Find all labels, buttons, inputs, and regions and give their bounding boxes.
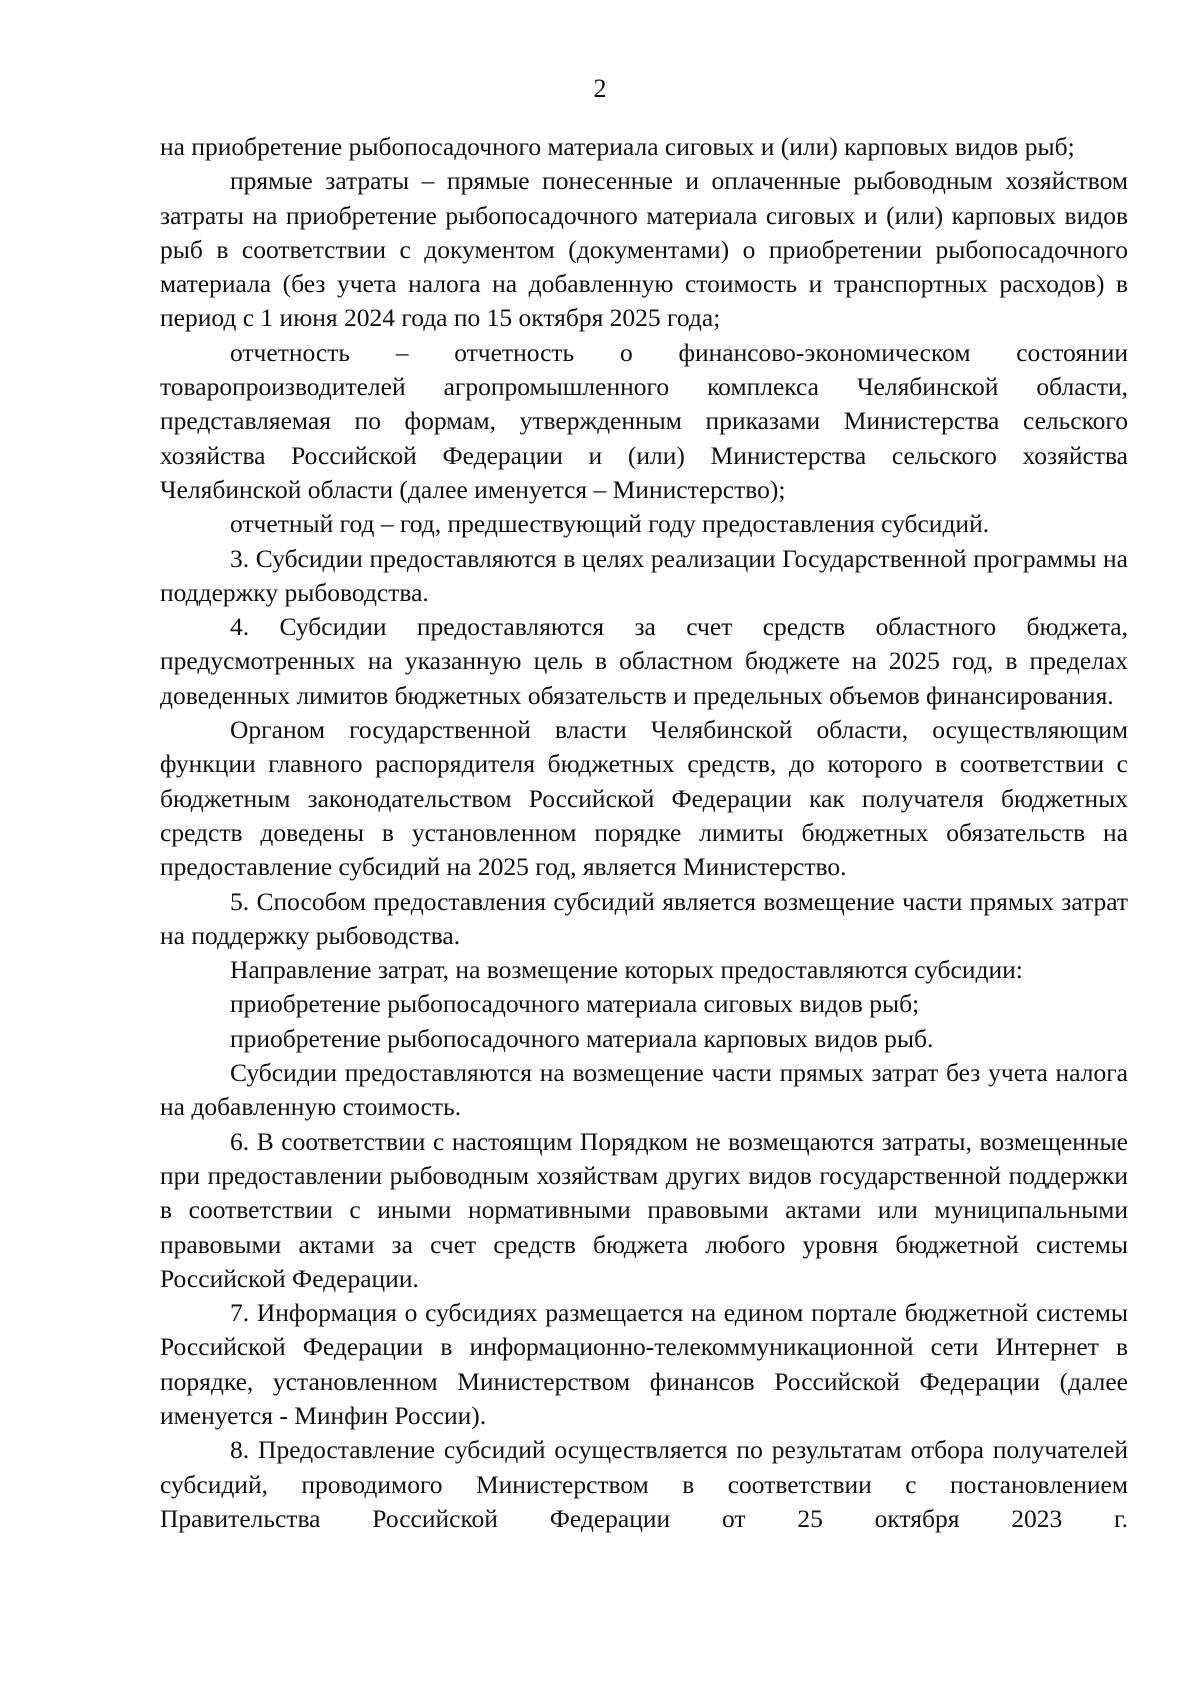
paragraph-item-4: 4. Субсидии предоставляются за счет средств областного бюджета, предусмотренных на указанную цель в областном бюджете на 2025 год, в пределах доведенных лимитов бюджетных обязательств и предельных объемов финансирования. xyxy=(160,612,1128,710)
paragraph-vat-exclusion: Субсидии предоставляются на возмещение части прямых затрат без учета налога на добавленную стоимость. xyxy=(160,1058,1128,1122)
paragraph-direct-costs-definition: прямые затраты – прямые понесенные и оплаченные рыбоводным хозяйством затраты на приобретение рыбопосадочного материала сиговых и (или) карповых видов рыб в соответствии с документом (документами) о приобретении рыбопосадочного материала (без учета налога на добавленную стоимость и транспортных расходов) в период с 1 июня 2024 года по 15 октября 2025 года; xyxy=(160,166,1128,333)
paragraph-reporting-year-definition: отчетный год – год, предшествующий году предоставления субсидий. xyxy=(230,509,990,539)
paragraph-carp-material: приобретение рыбопосадочного материала карповых видов рыб. xyxy=(230,1023,934,1053)
paragraph-item-3: 3. Субсидии предоставляются в целях реализации Государственной программы на поддержку рыбоводства. xyxy=(160,543,1128,607)
paragraph-item-6: 6. В соответствии с настоящим Порядком не возмещаются затраты, возмещенные при предоставлении рыбоводным хозяйствам других видов государственной поддержки в соответствии с иными нормативными правовыми актами или муниципальными правовыми актами за счет средств бюджета любого уровня бюджетной системы Российской Федерации. xyxy=(160,1126,1128,1293)
paragraph-whitefish-material: приобретение рыбопосадочного материала сиговых видов рыб; xyxy=(230,989,920,1019)
paragraph-cost-directions: Направление затрат, на возмещение которых предоставляются субсидии: xyxy=(230,955,1023,985)
document-body xyxy=(160,130,1128,1536)
paragraph-item-7: 7. Информация о субсидиях размещается на едином портале бюджетной системы Российской Федерации в информационно-телекоммуникационной сети Интернет в порядке, установленном Министерством финансов Российской Федерации (далее именуется - Минфин России). xyxy=(160,1298,1128,1430)
paragraph-fish-material-continuation: на приобретение рыбопосадочного материала сиговых и (или) карповых видов рыб; xyxy=(160,132,1075,161)
paragraph-reporting-definition: отчетность – отчетность о финансово-экономическом состоянии товаропроизводителей агропромышленного комплекса Челябинской области, представляемая по формам, утвержденным приказами Министерства сельского хозяйства Российской Федерации и (или) Министерства сельского хозяйства Челябинской области (далее именуется – Министерство); xyxy=(160,337,1128,504)
paragraph-item-8: 8. Предоставление субсидий осуществляется по результатам отбора получателей субсидий, проводимого Министерством в соответствии с постановлением Правительства Российской Федерации от 25 октября 2023 г. xyxy=(160,1435,1128,1533)
page-number: 2 xyxy=(593,74,607,103)
paragraph-authority: Органом государственной власти Челябинской области, осуществляющим функции главного распорядителя бюджетных средств, до которого в соответствии с бюджетным законодательством Российской Федерации как получателя бюджетных средств доведены в установленном порядке лимиты бюджетных обязательств на предоставление субсидий на 2025 год, является Министерство. xyxy=(160,715,1128,882)
paragraph-item-5: 5. Способом предоставления субсидий является возмещение части прямых затрат на поддержку рыбоводства. xyxy=(160,886,1128,950)
